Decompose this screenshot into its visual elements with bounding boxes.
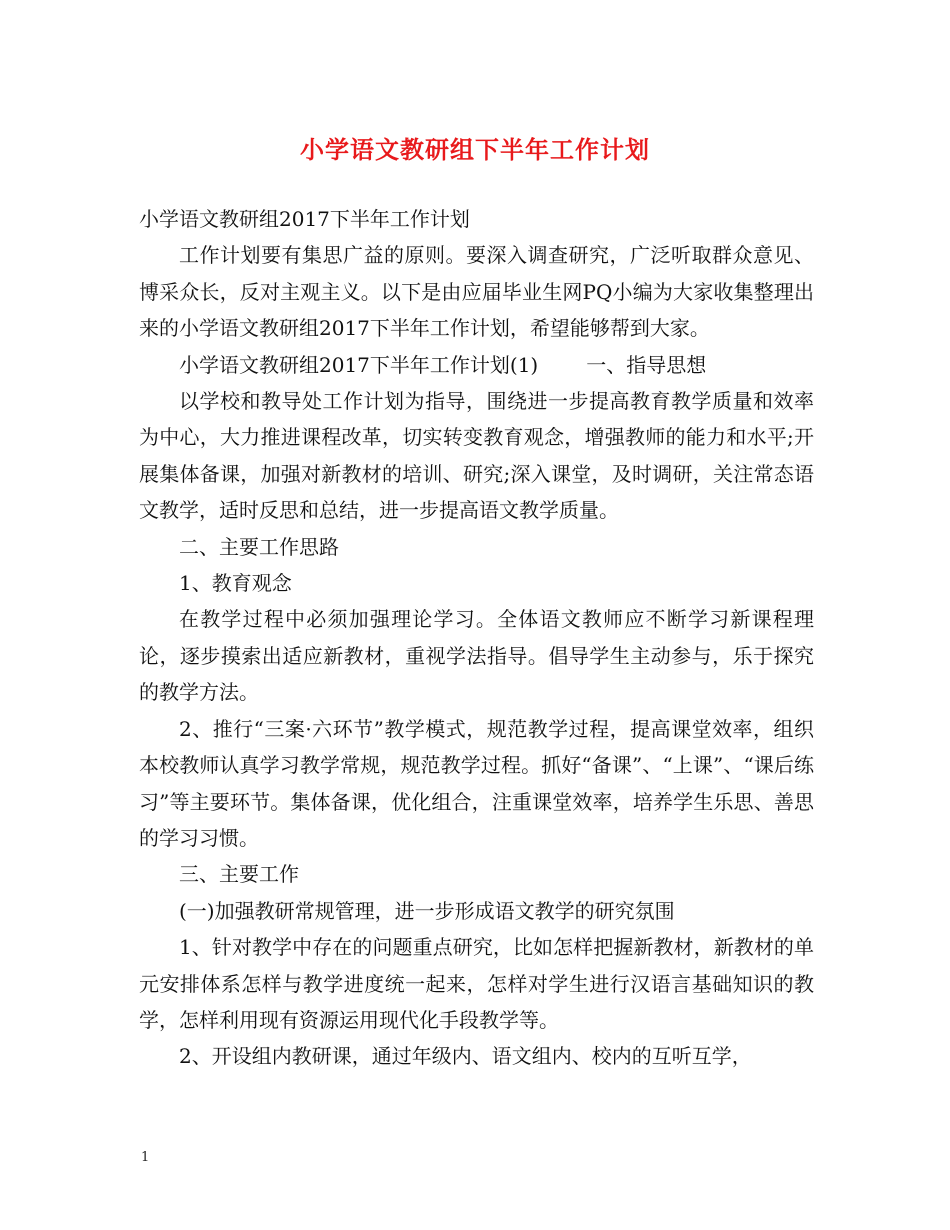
section1-paragraph: 以学校和教导处工作计划为指导，围绕进一步提高教育教学质量和效率为中心，大力推进课程改革，切实转变教育观念，增强教师的能力和水平;开展集体备课，加强对新教材的培训、研究;深入课堂，及时调研，关注常态语文教学，适时反思和总结，进一步提高语文教学质量。	[139, 389, 814, 523]
section2-item1-heading: 1、教育观念	[179, 571, 292, 596]
section3-sub1-item2: 2、开设组内教研课，通过年级内、语文组内、校内的互听互学，	[179, 1044, 752, 1069]
section1-heading: 一、指导思想	[586, 352, 707, 377]
section2-heading: 二、主要工作思路	[179, 534, 339, 559]
plan-heading: 小学语文教研组2017下半年工作计划(1)	[179, 352, 539, 377]
intro-paragraph: 工作计划要有集思广益的原则。要深入调查研究，广泛听取群众意见、博采众长，反对主观主义。以下是由应届毕业生网PQ小编为大家收集整理出来的小学语文教研组2017下半年工作计划，希望能够帮到大家。	[139, 243, 814, 341]
document-title: 小学语文教研组下半年工作计划	[300, 135, 650, 164]
section2-item1-paragraph: 在教学过程中必须加强理论学习。全体语文教师应不断学习新课程理论，逐步摸索出适应新教材，重视学法指导。倡导学生主动参与，乐于探究的教学方法。	[139, 607, 814, 705]
document-body	[139, 201, 814, 1075]
section2-item2-paragraph: 2、推行“三案·六环节”教学模式，规范教学过程，提高课堂效率，组织本校教师认真学习教学常规，规范教学过程。抓好“备课”、“上课”、“课后练习”等主要环节。集体备课，优化组合，注重课堂效率，培养学生乐思、善思的学习习惯。	[139, 716, 814, 850]
page-number: 1	[141, 1150, 150, 1165]
plan-heading-line	[139, 347, 814, 383]
subtitle: 小学语文教研组2017下半年工作计划	[139, 207, 470, 231]
section3-heading: 三、主要工作	[179, 862, 299, 887]
section3-sub1-heading: (一)加强教研常规管理，进一步形成语文教学的研究氛围	[179, 898, 675, 923]
section3-sub1-item1: 1、针对教学中存在的问题重点研究，比如怎样把握新教材，新教材的单元安排体系怎样与教学进度统一起来，怎样对学生进行汉语言基础知识的教学，怎样利用现有资源运用现代化手段教学等。	[139, 935, 814, 1032]
